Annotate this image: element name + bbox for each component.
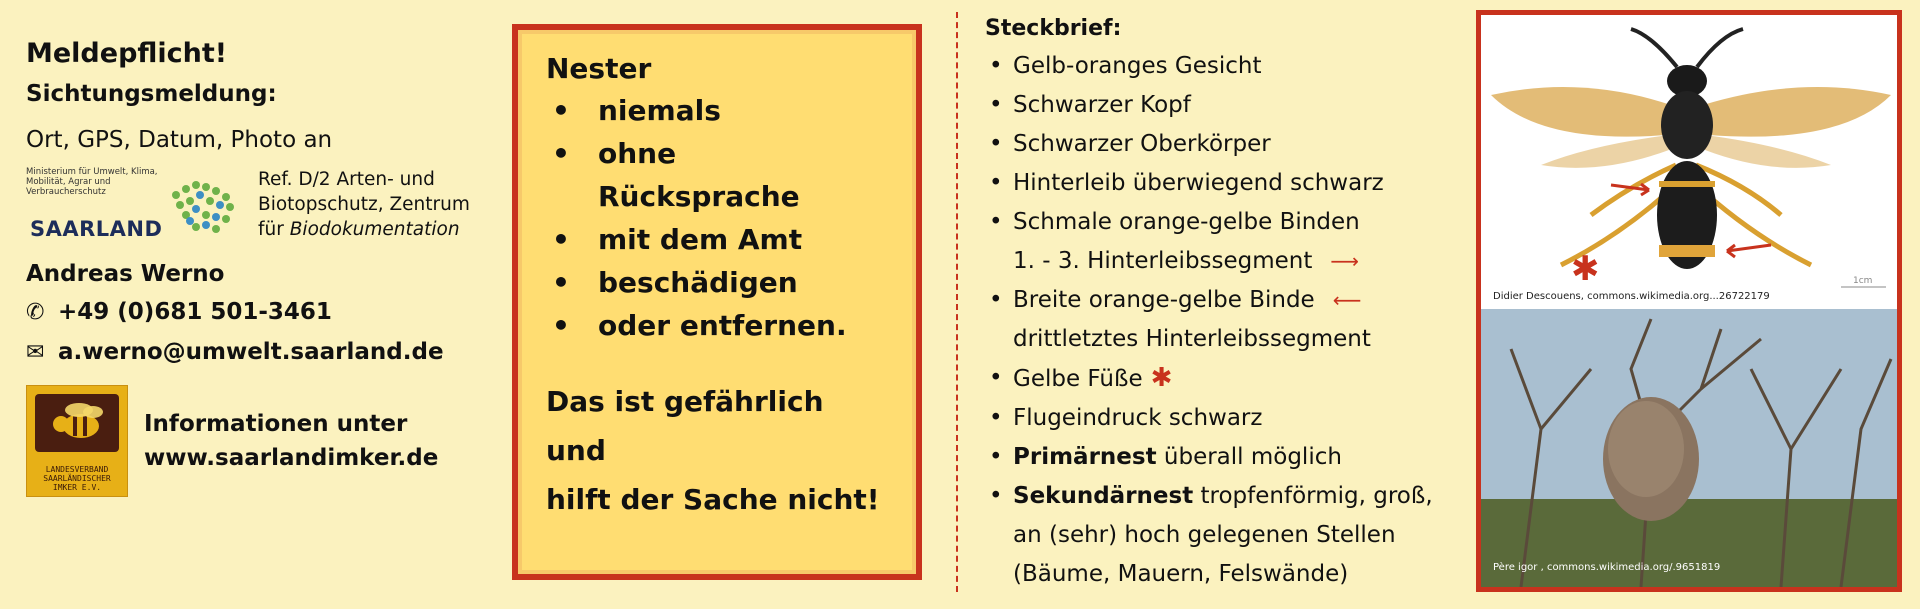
list-item-cont-text: 1. - 3. Hinterleibssegment [1013,248,1313,274]
bee-logo-background [35,394,119,452]
list-item-text: Flugeindruck schwarz [1013,405,1263,431]
beekeeper-logo [26,385,128,497]
ref-line-2: Biotopschutz, Zentrum [258,194,470,215]
phone-number[interactable]: +49 (0)681 501-3461 [58,299,332,325]
list-item-text: Hinterleib überwiegend schwarz [1013,170,1384,196]
list-item: • ohne [546,132,888,175]
asterisk-icon: ✱ [1150,363,1173,393]
arrow-right-icon: ⟶ [1330,249,1360,273]
profile-list [985,47,1480,594]
list-item [985,438,1480,477]
email-address[interactable]: a.werno@umwelt.saarland.de [58,339,444,365]
list-item-continuation: drittletztes Hinterleibssegment [1013,326,1371,352]
list-item-continuation [1013,242,1480,281]
ministry-reference [258,167,470,242]
beekeeper-caption: LANDESVERBAND SAARLÄNDISCHER IMKER E.V. [43,465,111,492]
profile-section [985,16,1480,594]
list-item-continuation: an (sehr) hoch gelegenen Stellen [1013,522,1396,548]
list-item [985,164,1480,203]
ministry-logo [16,167,186,247]
warning-line-2: und [546,434,606,467]
list-item: • oder entfernen. [546,304,888,347]
info-line-1: Informationen unter [144,411,408,437]
list-item-text: Schmale orange-gelbe Binden [1013,209,1360,235]
list-item: • niemals [546,89,888,132]
contact-email [26,339,496,365]
ref-line-3-prefix: für [258,219,290,240]
list-item [985,399,1480,438]
bee-icon [35,394,119,452]
list-item: • beschädigen [546,261,888,304]
list-item [985,125,1480,164]
hornet-photo [1481,15,1897,309]
list-item: • mit dem Amt [546,218,888,261]
nest-illustration [1481,309,1897,587]
ref-line-1: Ref. D/2 Arten- und [258,169,435,190]
nest-photo [1481,309,1897,587]
ref-line-3 [258,217,470,242]
list-item [985,86,1480,125]
warning-line-1: Das ist gefährlich [546,385,824,418]
list-item-text: überall möglich [1156,444,1342,470]
warning-heading: Nester [546,52,652,85]
list-item-text: tropfenförmig, groß, [1193,483,1433,509]
list-item-text: Breite orange-gelbe Binde [1013,287,1315,313]
profile-title: Steckbrief: [985,16,1122,41]
arrow-left-icon: ⟵ [1332,288,1362,312]
contact-name: Andreas Werno [26,261,225,287]
scale-label: 1cm [1853,276,1873,286]
list-item [985,359,1480,399]
ministry-block [16,167,496,247]
warning-box [512,24,922,580]
svg-text:✱: ✱ [1571,249,1600,289]
photo-panel [1476,10,1902,592]
list-item [985,203,1480,281]
warning-statement [546,377,888,524]
dashed-divider [956,12,958,592]
list-item-bold: Sekundärnest [1013,483,1194,509]
list-item: Rücksprache [598,180,800,213]
list-item [985,477,1480,594]
photo-credit-bottom: Père igor , commons.wikimedia.org/.9651819 [1493,562,1721,573]
list-item-text: Schwarzer Kopf [1013,92,1191,118]
list-item-text: Schwarzer Oberkörper [1013,131,1271,157]
page-title: Meldepflicht! [26,38,228,69]
list-item-text: Gelb-oranges Gesicht [1013,53,1262,79]
report-instruction: Ort, GPS, Datum, Photo an [26,127,333,153]
hornet-illustration [1481,15,1897,309]
info-text [144,407,438,475]
left-column [26,38,496,497]
ministry-small-text: Ministerium für Umwelt, Klima, Mobilität, Agrar und Verbraucherschutz [26,167,158,197]
list-item [985,281,1480,359]
info-link[interactable]: www.saarlandimker.de [144,445,439,471]
beekeeper-association [26,385,496,497]
list-item-continuation: (Bäume, Mauern, Felswände) [1013,561,1349,587]
ministry-name: SAARLAND [30,217,163,241]
ministry-map-icon [166,175,246,245]
list-item-text: Gelbe Füße [1013,366,1143,392]
photo-credit-top: Didier Descouens, commons.wikimedia.org...26722179 [1493,291,1770,302]
list-item [985,47,1480,86]
phone-icon: ✆ [26,299,45,325]
ref-line-3-italic: Biodokumentation [289,219,460,240]
report-heading: Sichtungsmeldung: [26,81,277,107]
contact-phone [26,299,496,325]
list-item-bold: Primärnest [1013,444,1157,470]
warning-list [546,89,888,347]
envelope-icon: ✉ [26,339,45,365]
warning-line-3: hilft der Sache nicht! [546,483,880,516]
